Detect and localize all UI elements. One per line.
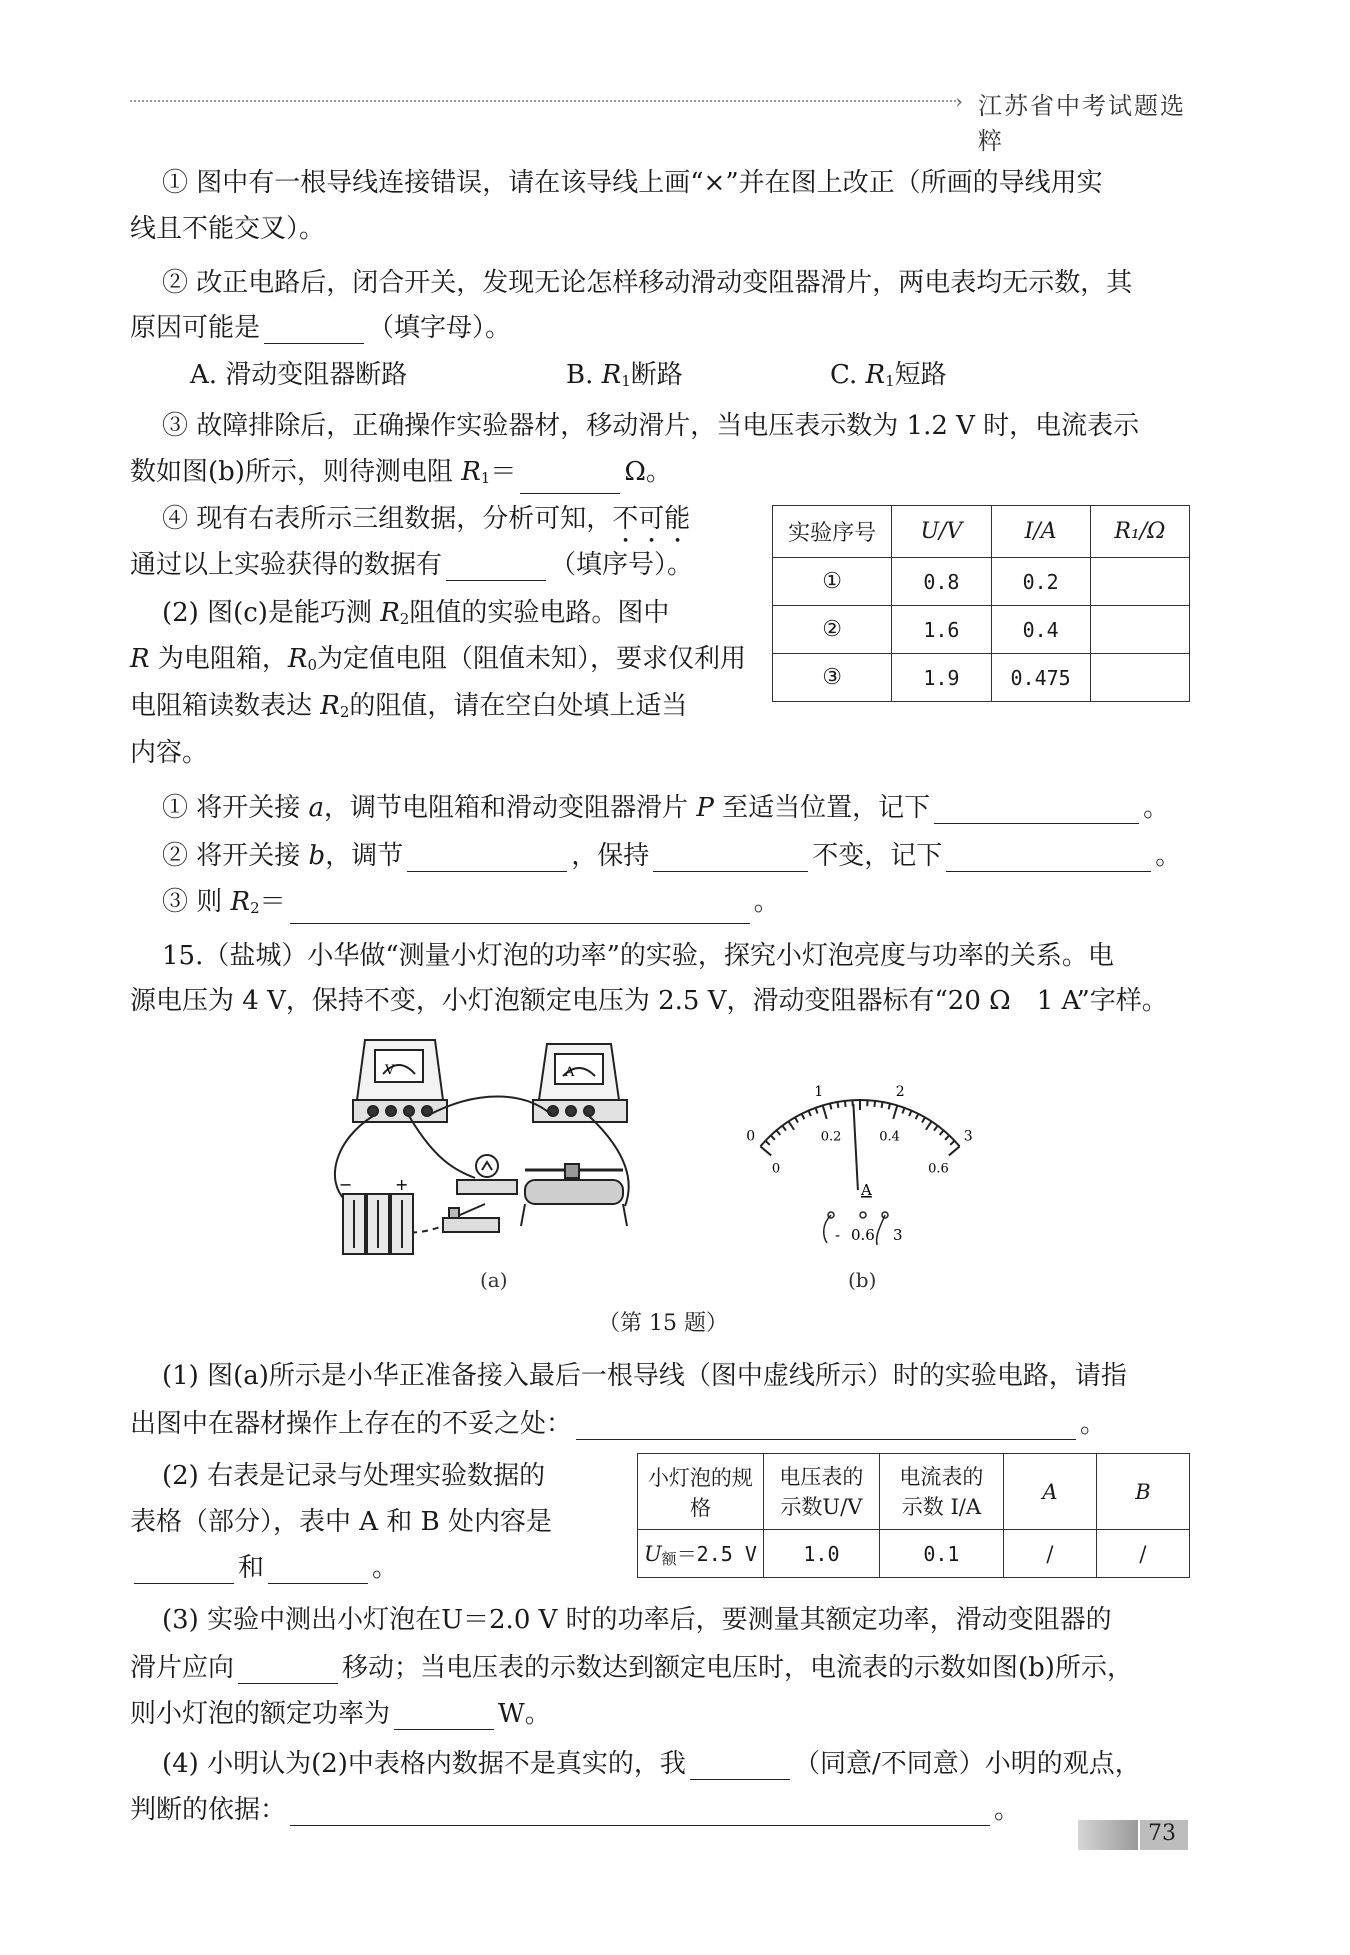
answer-blank[interactable] [446,554,546,581]
q14-sub-step2 [162,840,1181,872]
dial-upper-label: 0 [746,1128,756,1145]
option-c-letter: C. [830,360,866,390]
dial-tick [893,1105,897,1118]
ammeter-dial-figure [735,1065,1005,1250]
subscript-2: 2 [339,703,350,721]
q15-intro-line1: 15.（盐城）小华做“测量小灯泡的功率”的实验，探究小灯泡亮度与功率的关系。电 [162,941,1114,971]
page-number: 73 [1148,1821,1176,1846]
voltmeter-label: V [385,1063,395,1078]
table-header-line: 示数U/V [780,1494,863,1519]
q15-part1-line2 [130,1408,1106,1440]
figure-b-caption: (b) [848,1268,877,1292]
answer-blank[interactable] [290,1799,990,1826]
circuit-apparatus-figure [325,1030,665,1260]
part2-text: 为电阻箱， [157,644,288,674]
q15-part3-line1: (3) 实验中测出小灯泡在U＝2.0 V 时的功率后，要测量其额定功率，滑动变阻器的 [162,1605,1112,1635]
dial-tick [845,1101,846,1107]
dial-tick [802,1114,805,1119]
table-cell: 1.0 [763,1530,879,1578]
header-title: 江苏省中考试题选粹 [978,92,1186,155]
q14-step3-text: 数如图(b)所示，则待测电阻 [130,457,462,487]
option-c-text: 短路 [894,360,947,390]
rheostat-icon [521,1164,627,1226]
dial-lower-label: 0.2 [820,1129,842,1145]
part2-text: 电阻箱读数表达 [130,691,321,721]
q15-part3-line2 [130,1652,1133,1684]
dial-lower-label: 0.4 [879,1129,900,1145]
ammeter-label: A [565,1065,575,1080]
option-b-letter: B. [566,360,602,390]
step-text: ，调节电阻箱和滑动变阻器滑片 [324,793,697,823]
lead-wire [824,1215,831,1243]
table-cell: ① [773,558,892,606]
step-text: 至适当位置，记下 [713,793,931,823]
q14-step2-hint: （填字母）。 [368,313,512,343]
answer-blank[interactable] [238,1657,338,1684]
table-cell: 1.6 [892,606,991,654]
table-header: R₁/Ω [1090,506,1189,558]
dial-tick [789,1121,794,1129]
table-header: A [1003,1454,1096,1530]
table-cell: 0.475 [991,654,1090,702]
dial-tick [945,1135,949,1139]
running-header [130,89,1190,155]
part4-text: （同意/不同意）小明的观点， [793,1749,1141,1779]
part2-text: 为定值电阻（阻值未知），要求仅利用 [316,644,746,674]
table-header-line: 电压表的 [779,1464,864,1489]
dial-tick [823,1105,827,1118]
dial-tick [882,1102,883,1108]
table-cell [1090,606,1189,654]
symbol-r: R [287,644,308,674]
dial-scale [760,1100,959,1155]
answer-blank[interactable] [576,1413,1076,1440]
table-header: 小灯泡的规格 [638,1454,764,1530]
table-cell [1090,654,1189,702]
q15-part4-line2 [130,1794,1020,1826]
q14-sub-step1 [162,792,1169,824]
table-cell: 0.8 [892,558,991,606]
period: 。 [372,1553,399,1583]
table-header: U/V [892,506,991,558]
part2-text: 的阻值，请在空白处填上适当 [349,691,688,721]
symbol-r: R [380,598,400,628]
table-header: 实验序号 [773,506,892,558]
page-tab-band [1078,1820,1138,1850]
period: 。 [994,1795,1021,1825]
answer-blank[interactable] [690,1753,790,1780]
q14-part2-line1 [162,597,669,635]
q14-step4-text2: 通过以上实验获得的数据有 [130,550,443,580]
table-header [763,1454,879,1530]
dial-tick [934,1126,938,1131]
table-cell: ③ [773,654,892,702]
table-cell [638,1530,764,1578]
dial-tick [909,1111,911,1117]
answer-blank[interactable] [407,845,567,872]
equals-sign: ＝ [490,457,517,487]
dial-tick [940,1130,944,1135]
emphasis-not-possible: 不可能 [612,504,691,534]
dial-upper-label: 1 [814,1083,824,1100]
table-cell: 0.1 [879,1530,1003,1578]
dial-tick [916,1114,919,1119]
table-header [879,1454,1003,1530]
q14-step2-text: 原因可能是 [130,313,261,343]
symbol-r: R [230,887,251,917]
terminal-label: - [835,1226,841,1244]
battery-icon [343,1194,413,1254]
dial-tick [874,1101,875,1107]
table-row [638,1530,1190,1578]
q14-step3-line2 [130,456,672,494]
dial-tick [926,1121,931,1129]
dial-tick [760,1146,771,1155]
table-header: B [1096,1454,1189,1530]
table-row [773,558,1190,606]
dial-tick [889,1104,890,1110]
period: 。 [1155,841,1182,871]
equals-sign: ＝ [259,887,286,917]
period: 。 [753,887,780,917]
part4-text: (4) 小明认为(2)中表格内数据不是真实的，我 [162,1749,686,1779]
figure-title: （第 15 题） [598,1311,728,1336]
table-header-line: 电流表的 [899,1464,984,1489]
subscript-1: 1 [621,372,631,390]
dial-tick [950,1141,954,1145]
table-row [773,654,1190,702]
q14-step2-line2 [130,312,511,344]
answer-blank[interactable] [520,467,620,494]
subscript-2: 2 [250,899,260,917]
symbol-r: R [320,691,340,721]
symbol-u: U [643,1542,662,1566]
conjunction: 和 [238,1553,265,1583]
dial-tick [949,1146,960,1155]
step-text: ，调节 [325,841,404,871]
part1-text: 出图中在器材操作上存在的不妥之处： [130,1409,573,1439]
q15-part1-line1: (1) 图(a)所示是小华正准备接入最后一根导线（图中虚线所示）时的实验电路，请指 [162,1361,1127,1391]
terminal-label: 0.6 [851,1226,875,1244]
q14-step4-text: ④ 现有右表所示三组数据，分析可知， [162,504,613,534]
wire [409,1116,475,1178]
chevron-right-icon: › [955,89,963,113]
table-header: I/A [991,506,1090,558]
symbol-r: R [601,360,622,390]
table-header-line: 示数 I/A [901,1494,982,1519]
table-header-row [638,1454,1190,1530]
option-c [830,359,947,397]
table-row [773,606,1190,654]
figure-a-caption: (a) [480,1268,508,1292]
unit-watt: W。 [498,1699,551,1729]
q14-part2-line2 [130,643,746,681]
subscript-1: 1 [885,372,895,390]
q14-part2-line3 [130,690,687,728]
q15-part2-line3 [130,1552,398,1584]
switch-icon [443,1204,499,1232]
dial-tick [809,1111,811,1117]
table-cell: 0.2 [991,558,1090,606]
table-cell: / [1096,1530,1189,1578]
q14-step2-line1: ② 改正电路后，闭合开关，发现无论怎样移动滑动变阻器滑片，两电表均无示数，其 [162,268,1133,298]
part4-text: 判断的依据： [130,1795,287,1825]
battery-plus-sign: + [395,1175,409,1194]
answer-blank[interactable] [653,845,808,872]
q15-intro-line2: 源电压为 4 V，保持不变，小灯泡额定电压为 2.5 V，滑动变阻器标有“20 Ω 1 A”字样。 [130,986,1168,1016]
step-text: ，保持 [571,841,650,871]
part3-text: 则小灯泡的额定功率为 [130,1699,391,1729]
dial-upper-label: 2 [895,1083,905,1100]
terminal-icon [860,1212,866,1218]
answer-blank[interactable] [946,845,1151,872]
q14-step1-line1: ① 图中有一根导线连接错误，请在该导线上画“×”并在图上改正（所画的导线用实 [162,168,1103,198]
period: 。 [1080,1409,1107,1439]
subscript-rated: 额 [661,1550,677,1568]
dial-lower-label: 0.6 [928,1161,949,1177]
period: 。 [1143,793,1170,823]
table-header-row [773,506,1190,558]
lead-wire [877,1215,885,1245]
symbol-a: a [308,793,325,823]
dial-tick [922,1117,925,1122]
q15-record-table [637,1453,1190,1578]
subscript-0: 0 [307,656,317,674]
q15-part2-line1: (2) 右表是记录与处理实验数据的 [162,1461,546,1491]
answer-blank[interactable] [134,1557,234,1584]
battery-minus-sign: − [339,1175,353,1194]
page-number-tab [1078,1820,1188,1850]
answer-blank[interactable] [290,897,750,924]
q14-step3-line1: ③ 故障排除后，正确操作实验器材，移动滑片，当电压表示数为 1.2 V 时，电流表示 [162,411,1140,441]
dial-tick [830,1104,831,1110]
q14-data-table [772,505,1190,702]
dial-tick [837,1102,838,1108]
dial-tick [795,1117,798,1122]
answer-blank[interactable] [934,797,1139,824]
rated-voltage: ＝2.5 V [676,1542,757,1566]
dial-tick [902,1108,904,1114]
subscript-2: 2 [399,610,410,628]
q14-step4-line2 [130,549,693,581]
part2-text: 阻值的实验电路。图中 [409,598,670,628]
answer-blank[interactable] [264,317,364,344]
q14-step1-line2: 线且不能交叉）。 [130,214,326,244]
option-b-text: 断路 [630,360,683,390]
dial-tick [782,1126,786,1131]
table-cell: 1.9 [892,654,991,702]
dial-tick [771,1135,775,1139]
unit-ohm: Ω。 [624,457,672,487]
q14-part2-line4: 内容。 [130,738,209,768]
step-text: ② 将开关接 [162,841,309,871]
option-a: A. 滑动变阻器断路 [190,360,408,390]
part3-text: 滑片应向 [130,1653,235,1683]
step-text: 不变，记下 [812,841,943,871]
step-text: ① 将开关接 [162,793,309,823]
symbol-r: R [865,360,886,390]
dial-upper-label: 3 [963,1128,973,1145]
dial-tick [765,1141,769,1145]
part3-text: 移动；当电压表的示数达到额定电压时，电流表的示数如图(b)所示， [342,1653,1133,1683]
dial-unit: A [861,1181,872,1199]
symbol-r: R [461,457,481,487]
dial-lower-label: 0 [771,1161,781,1177]
q14-step4-line1 [162,503,690,549]
subscript-1: 1 [480,469,491,487]
dial-tick [776,1130,780,1135]
step-text: ③ 则 [162,887,231,917]
symbol-r: R [130,644,150,674]
symbol-b: b [308,841,326,871]
q14-sub-step3 [162,886,780,924]
table-cell [1090,558,1189,606]
symbol-p: P [696,793,714,823]
option-b [566,359,683,397]
q14-step4-hint: （填序号）。 [550,550,694,580]
table-cell: 0.4 [991,606,1090,654]
answer-blank[interactable] [394,1703,494,1730]
q15-part4-line1 [162,1748,1141,1780]
voltmeter-icon [353,1040,447,1122]
table-cell: ② [773,606,892,654]
q15-part2-line2: 表格（部分），表中 A 和 B 处内容是 [130,1507,552,1537]
terminal-label: 3 [893,1226,903,1244]
part2-text: (2) 图(c)是能巧测 [162,598,381,628]
q15-part3-line3 [130,1698,551,1730]
header-dotted-rule [130,100,960,102]
table-cell: / [1003,1530,1096,1578]
dial-tick [816,1108,818,1114]
answer-blank[interactable] [268,1557,368,1584]
dial-needle [853,1104,858,1190]
